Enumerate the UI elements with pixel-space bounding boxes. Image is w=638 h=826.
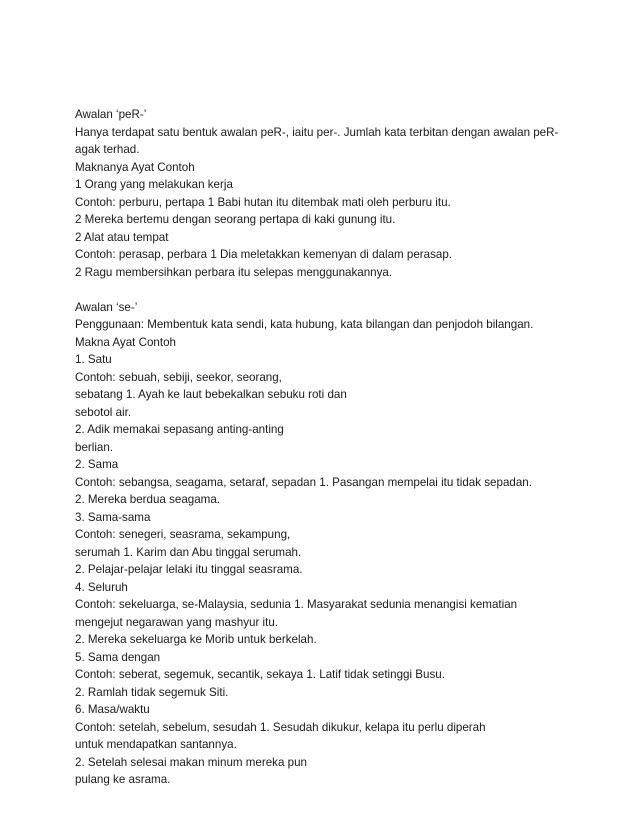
section-se-line: Contoh: senegeri, seasrama, sekampung, <box>75 528 291 541</box>
section-se-line: 2. Adik memakai sepasang anting-anting <box>75 423 284 436</box>
section-divider <box>75 281 575 299</box>
section-se-line: pulang ke asrama. <box>75 773 171 786</box>
section-se-line: 2. Mereka sekeluarga ke Morib untuk berkelah. <box>75 633 317 646</box>
section-per-example-2: Contoh: perasap, perbara 1 Dia meletakkan kemenyan di dalam perasap. <box>75 248 453 261</box>
section-se-line: 5. Sama dengan <box>75 650 161 664</box>
section-se-line: sebotol air. <box>75 405 132 419</box>
section-se-line: 6. Masa/waktu <box>75 703 150 716</box>
section-se-line: mengejut negarawan yang mashyur itu. <box>75 615 279 629</box>
section-se-line: Contoh: seberat, segemuk, secantik, sekaya 1. Latif tidak setinggi Busu. <box>75 668 445 681</box>
section-se-line: 4. Seluruh <box>75 580 128 594</box>
section-se-heading: Awalan ‘se-’ <box>75 300 138 314</box>
section-per-intro-line-1: Hanya terdapat satu bentuk awalan peR-, iaitu per-. Jumlah kata terbitan dengan awalan peR- <box>75 125 559 139</box>
section-se-line: 2. Mereka berdua seagama. <box>75 493 221 506</box>
section-se-line: 2. Setelah selesai makan minum mereka pun <box>75 755 307 769</box>
section-se-line: 2. Sama <box>75 458 119 471</box>
section-se-line: 1. Satu <box>75 353 112 366</box>
section-per-table-header: Maknanya Ayat Contoh <box>75 160 195 174</box>
section-se-line: untuk mendapatkan santannya. <box>75 738 237 751</box>
section-per-example-2-2: 2 Ragu membersihkan perbara itu selepas menggunakannya. <box>75 265 393 279</box>
section-per-meaning-1: 1 Orang yang melakukan kerja <box>75 178 233 191</box>
section-se-line: sebatang 1. Ayah ke laut bebekalkan sebuku roti dan <box>75 388 347 401</box>
section-se-line: Contoh: sekeluarga, se-Malaysia, sedunia 1. Masyarakat sedunia menangisi kematian <box>75 598 518 611</box>
section-se-line: 2. Pelajar-pelajar lelaki itu tinggal seasrama. <box>75 563 303 576</box>
section-se-line: Contoh: sebangsa, seagama, setaraf, sepadan 1. Pasangan mempelai itu tidak sepadan. <box>75 475 532 489</box>
document-body <box>75 106 575 789</box>
section-se-line: Contoh: setelah, sebelum, sesudah 1. Sesudah dikukur, kelapa itu perlu diperah <box>75 720 486 734</box>
section-se-usage: Penggunaan: Membentuk kata sendi, kata hubung, kata bilangan dan penjodoh bilangan. <box>75 318 534 331</box>
section-se-table-header: Makna Ayat Contoh <box>75 335 176 349</box>
section-per-meaning-2: 2 Alat atau tempat <box>75 230 169 244</box>
section-per-intro-line-2: agak terhad. <box>75 143 140 156</box>
section-per-example-1-2: 2 Mereka bertemu dengan seorang pertapa di kaki gunung itu. <box>75 213 396 226</box>
section-per-heading: Awalan ‘peR-’ <box>75 108 147 121</box>
section-se-line: serumah 1. Karim dan Abu tinggal serumah. <box>75 545 302 559</box>
section-per-example-1: Contoh: perburu, pertapa 1 Babi hutan itu ditembak mati oleh perburu itu. <box>75 195 451 209</box>
section-se-line: 2. Ramlah tidak segemuk Siti. <box>75 685 229 699</box>
section-se-line: Contoh: sebuah, sebiji, seekor, seorang, <box>75 370 282 384</box>
section-se-line: berlian. <box>75 440 114 454</box>
section-se-line: 3. Sama-sama <box>75 510 151 524</box>
